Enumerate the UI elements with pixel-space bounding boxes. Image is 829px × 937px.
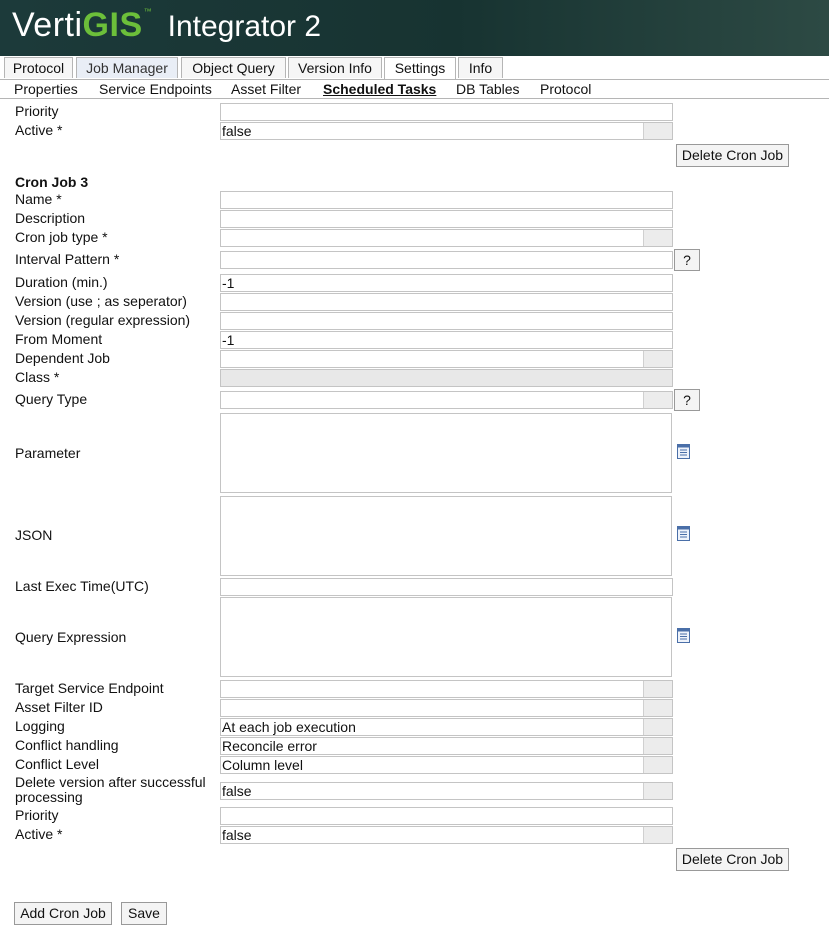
interval-pattern-input[interactable] [220,251,673,269]
conflict-level-select[interactable] [220,756,673,774]
delete-version-label-cont: processing [15,789,83,805]
asset-filter-id-select[interactable] [220,699,673,717]
tab-protocol[interactable]: Protocol [4,57,73,78]
delete-cron-job-button-2[interactable]: Delete Cron Job [676,144,789,167]
interval-help-button[interactable]: ? [674,249,700,271]
dropdown-trigger[interactable] [643,757,672,773]
dropdown-trigger[interactable] [643,230,672,246]
priority-label: Priority [15,807,59,823]
name-label: Name * [15,191,62,207]
dropdown-trigger[interactable] [643,351,672,367]
prev-priority-input[interactable] [220,103,673,121]
class-label: Class * [15,369,60,385]
document-editor-icon[interactable] [677,628,690,643]
from-moment-label: From Moment [15,331,103,347]
description-input[interactable] [220,210,673,228]
prev-priority-label: Priority [15,103,59,119]
query-expression-label: Query Expression [15,629,127,645]
query-expression-textarea[interactable] [220,597,672,677]
subtab-protocol[interactable]: Protocol [540,81,592,97]
dependent-job-label: Dependent Job [15,350,110,366]
logo-verti: Verti [12,6,83,44]
tab-object-query[interactable]: Object Query [181,57,286,78]
duration-label: Duration (min.) [15,274,108,290]
json-textarea[interactable] [220,496,672,576]
logo-gis: GIS [82,6,143,44]
add-cron-job-button[interactable]: Add Cron Job [14,902,112,925]
tab-version-info[interactable]: Version Info [288,57,382,78]
from-moment-input[interactable]: -1 [220,331,673,349]
conflict-level-label: Conflict Level [15,756,100,772]
target-endpoint-label: Target Service Endpoint [15,680,164,696]
query-type-select[interactable] [220,391,673,409]
delete-version-select[interactable] [220,782,673,800]
tab-settings[interactable]: Settings [384,57,456,79]
parameter-label: Parameter [15,445,81,461]
tab-info[interactable]: Info [458,57,503,78]
version-input[interactable] [220,293,673,311]
dropdown-trigger[interactable] [643,681,672,697]
version-regex-label: Version (regular expression) [15,312,191,328]
subtab-service-endpoints[interactable]: Service Endpoints [99,81,212,97]
save-button[interactable]: Save [121,902,167,925]
subtab-scheduled-tasks[interactable]: Scheduled Tasks [323,81,437,97]
query-type-help-button[interactable]: ? [674,389,700,411]
settings-subtabs [0,80,829,99]
dependent-job-select[interactable] [220,350,673,368]
dropdown-trigger[interactable] [643,783,672,799]
document-editor-icon[interactable] [677,526,690,541]
class-input [220,369,673,387]
version-regex-input[interactable] [220,312,673,330]
active-label: Active * [15,826,63,842]
logo-trademark: ™ [143,7,152,16]
subtab-asset-filter[interactable]: Asset Filter [231,81,302,97]
version-label: Version (use ; as seperator) [15,293,187,309]
last-exec-label: Last Exec Time(UTC) [15,578,149,594]
dropdown-trigger[interactable] [643,827,672,843]
prev-active-value: false [222,123,252,139]
dropdown-trigger[interactable] [643,738,672,754]
target-endpoint-select[interactable] [220,680,673,698]
subtab-db-tables[interactable]: DB Tables [456,81,520,97]
name-input[interactable] [220,191,673,209]
conflict-handling-value: Reconcile error [222,738,317,754]
conflict-handling-label: Conflict handling [15,737,119,753]
active-value: false [222,827,252,843]
logging-label: Logging [15,718,65,734]
delete-version-value: false [222,783,252,799]
delete-version-label: Delete version after successful [15,774,206,790]
last-exec-input[interactable] [220,578,673,596]
prev-active-label: Active * [15,122,63,138]
conflict-level-value: Column level [222,757,303,773]
prev-active-select[interactable] [220,122,673,140]
product-name: Integrator 2 [167,10,322,43]
active-select[interactable] [220,826,673,844]
cron-job-3-title: Cron Job 3 [15,174,89,190]
subtab-properties[interactable]: Properties [14,81,78,97]
conflict-handling-select[interactable] [220,737,673,755]
asset-filter-id-label: Asset Filter ID [15,699,103,715]
priority-input[interactable] [220,807,673,825]
query-type-label: Query Type [15,391,88,407]
logging-value: At each job execution [222,719,356,735]
cron-job-type-label: Cron job type * [15,229,108,245]
main-tabs [0,57,829,80]
tab-job-manager[interactable]: Job Manager [76,57,178,78]
json-label: JSON [15,527,53,543]
dropdown-trigger[interactable] [643,123,672,139]
document-editor-icon[interactable] [677,444,690,459]
vertigis-logo [12,6,321,50]
dropdown-trigger[interactable] [643,719,672,735]
logging-select[interactable] [220,718,673,736]
cron-job-type-select[interactable] [220,229,673,247]
interval-pattern-label: Interval Pattern * [15,251,120,267]
dropdown-trigger[interactable] [643,700,672,716]
dropdown-trigger[interactable] [643,392,672,408]
app-header [0,0,829,56]
description-label: Description [15,210,86,226]
duration-input[interactable]: -1 [220,274,673,292]
parameter-textarea[interactable] [220,413,672,493]
delete-cron-job-button-3[interactable]: Delete Cron Job [676,848,789,871]
